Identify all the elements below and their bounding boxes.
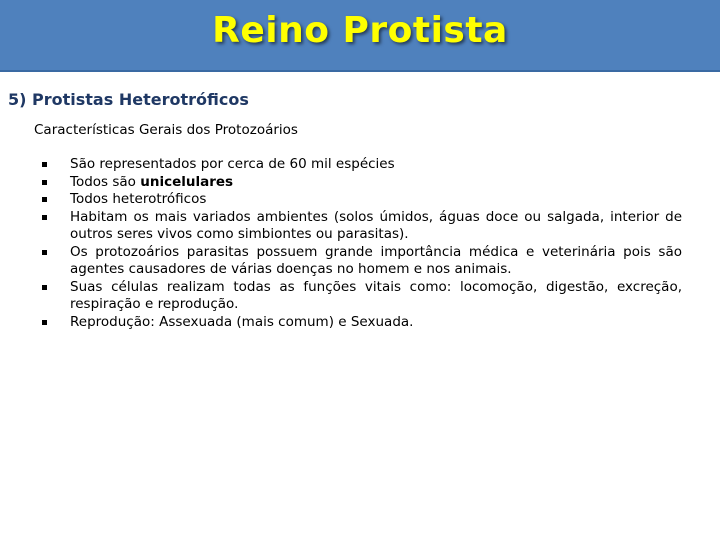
list-item xyxy=(42,279,682,314)
list-item-text: Todos são xyxy=(70,173,141,190)
title-bar xyxy=(0,0,720,72)
list-item-text: São representados por cerca de 60 mil espécies xyxy=(70,156,395,172)
square-bullet-icon xyxy=(42,285,47,290)
list-item xyxy=(42,156,682,174)
list-item xyxy=(42,209,682,244)
list-item-emphasis: unicelulares xyxy=(140,173,234,190)
square-bullet-icon xyxy=(42,320,47,325)
square-bullet-icon xyxy=(42,250,47,255)
list-item-text: Todos heterotróficos xyxy=(70,191,207,207)
list-item-text: Os protozoários parasitas possuem grande importância médica e veterinária pois são agentes causadores de várias doenças no homem e nos animais. xyxy=(70,243,682,277)
bullet-list xyxy=(42,156,682,331)
section-heading: 5) Protistas Heterotróficos xyxy=(8,90,249,109)
list-item-text: Habitam os mais variados ambientes (solos úmidos, águas doce ou salgada, interior de outros seres vivos como simbiontes ou parasitas). xyxy=(70,208,682,242)
list-item xyxy=(42,191,682,209)
list-item xyxy=(42,314,682,332)
slide-title: Reino Protista xyxy=(212,10,508,51)
list-item xyxy=(42,244,682,279)
sub-heading: Características Gerais dos Protozoários xyxy=(34,122,298,138)
square-bullet-icon xyxy=(42,162,47,167)
list-item-text: Suas células realizam todas as funções vitais como: locomoção, digestão, excreção, respiração e reprodução. xyxy=(70,278,682,312)
square-bullet-icon xyxy=(42,215,47,220)
list-item-text: Reprodução: Assexuada (mais comum) e Sexuada. xyxy=(70,313,414,330)
square-bullet-icon xyxy=(42,180,47,185)
square-bullet-icon xyxy=(42,197,47,202)
list-item xyxy=(42,174,682,192)
